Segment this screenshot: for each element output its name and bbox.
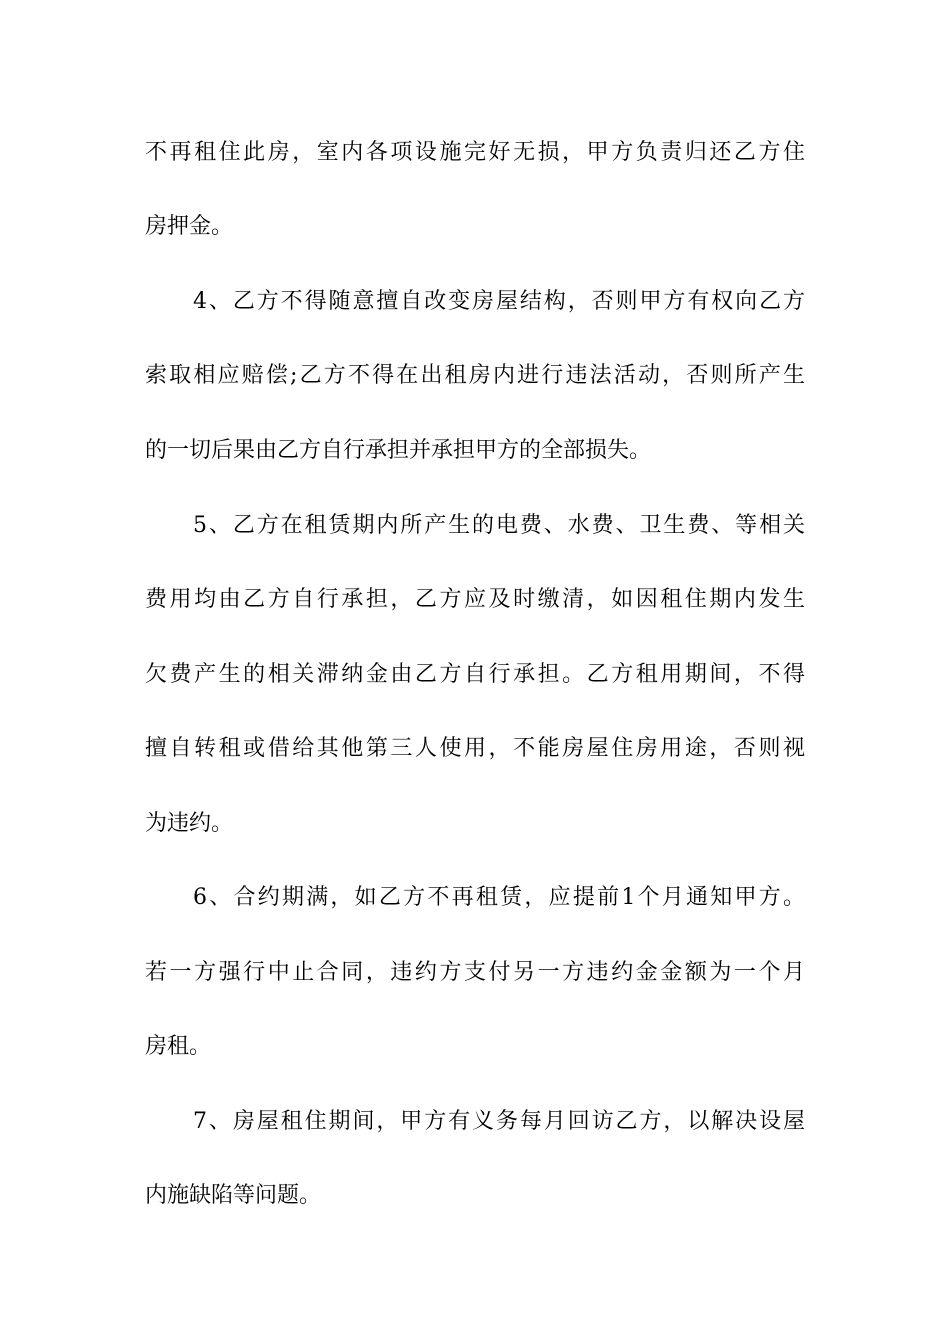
text-line-1: 不再租住此房，室内各项设施完好无损，甲方负责归还乙方住 (145, 140, 805, 165)
text-line-8: 欠费产生的相关滞纳金由乙方自行承担。乙方租用期间，不得 (145, 662, 805, 687)
text-line-15: 内施缺陷等问题。 (145, 1183, 322, 1208)
text-line-14: 7、房屋租住期间，甲方有义务每月回访乙方，以解决设屋 (193, 1109, 805, 1134)
text-line-6: 5、乙方在租赁期内所产生的电费、水费、卫生费、等相关 (193, 513, 805, 538)
text-line-11: 6、合约期满，如乙方不再租赁，应提前1个月通知甲方。 (193, 885, 805, 910)
text-line-2: 房押金。 (145, 214, 234, 239)
text-line-13: 房租。 (145, 1034, 212, 1059)
text-line-5: 的一切后果由乙方自行承担并承担甲方的全部损失。 (145, 438, 652, 463)
text-line-4: 索取相应赔偿;乙方不得在出租房内进行违法活动，否则所产生 (145, 363, 805, 388)
text-line-3: 4、乙方不得随意擅自改变房屋结构，否则甲方有权向乙方 (193, 289, 805, 314)
text-line-7: 费用均由乙方自行承担，乙方应及时缴清，如因租住期内发生 (145, 587, 805, 612)
text-line-9: 擅自转租或借给其他第三人使用，不能房屋住房用途，否则视 (145, 736, 805, 761)
text-line-10: 为违约。 (145, 811, 234, 836)
text-line-12: 若一方强行中止合同，违约方支付另一方违约金金额为一个月 (145, 960, 805, 985)
